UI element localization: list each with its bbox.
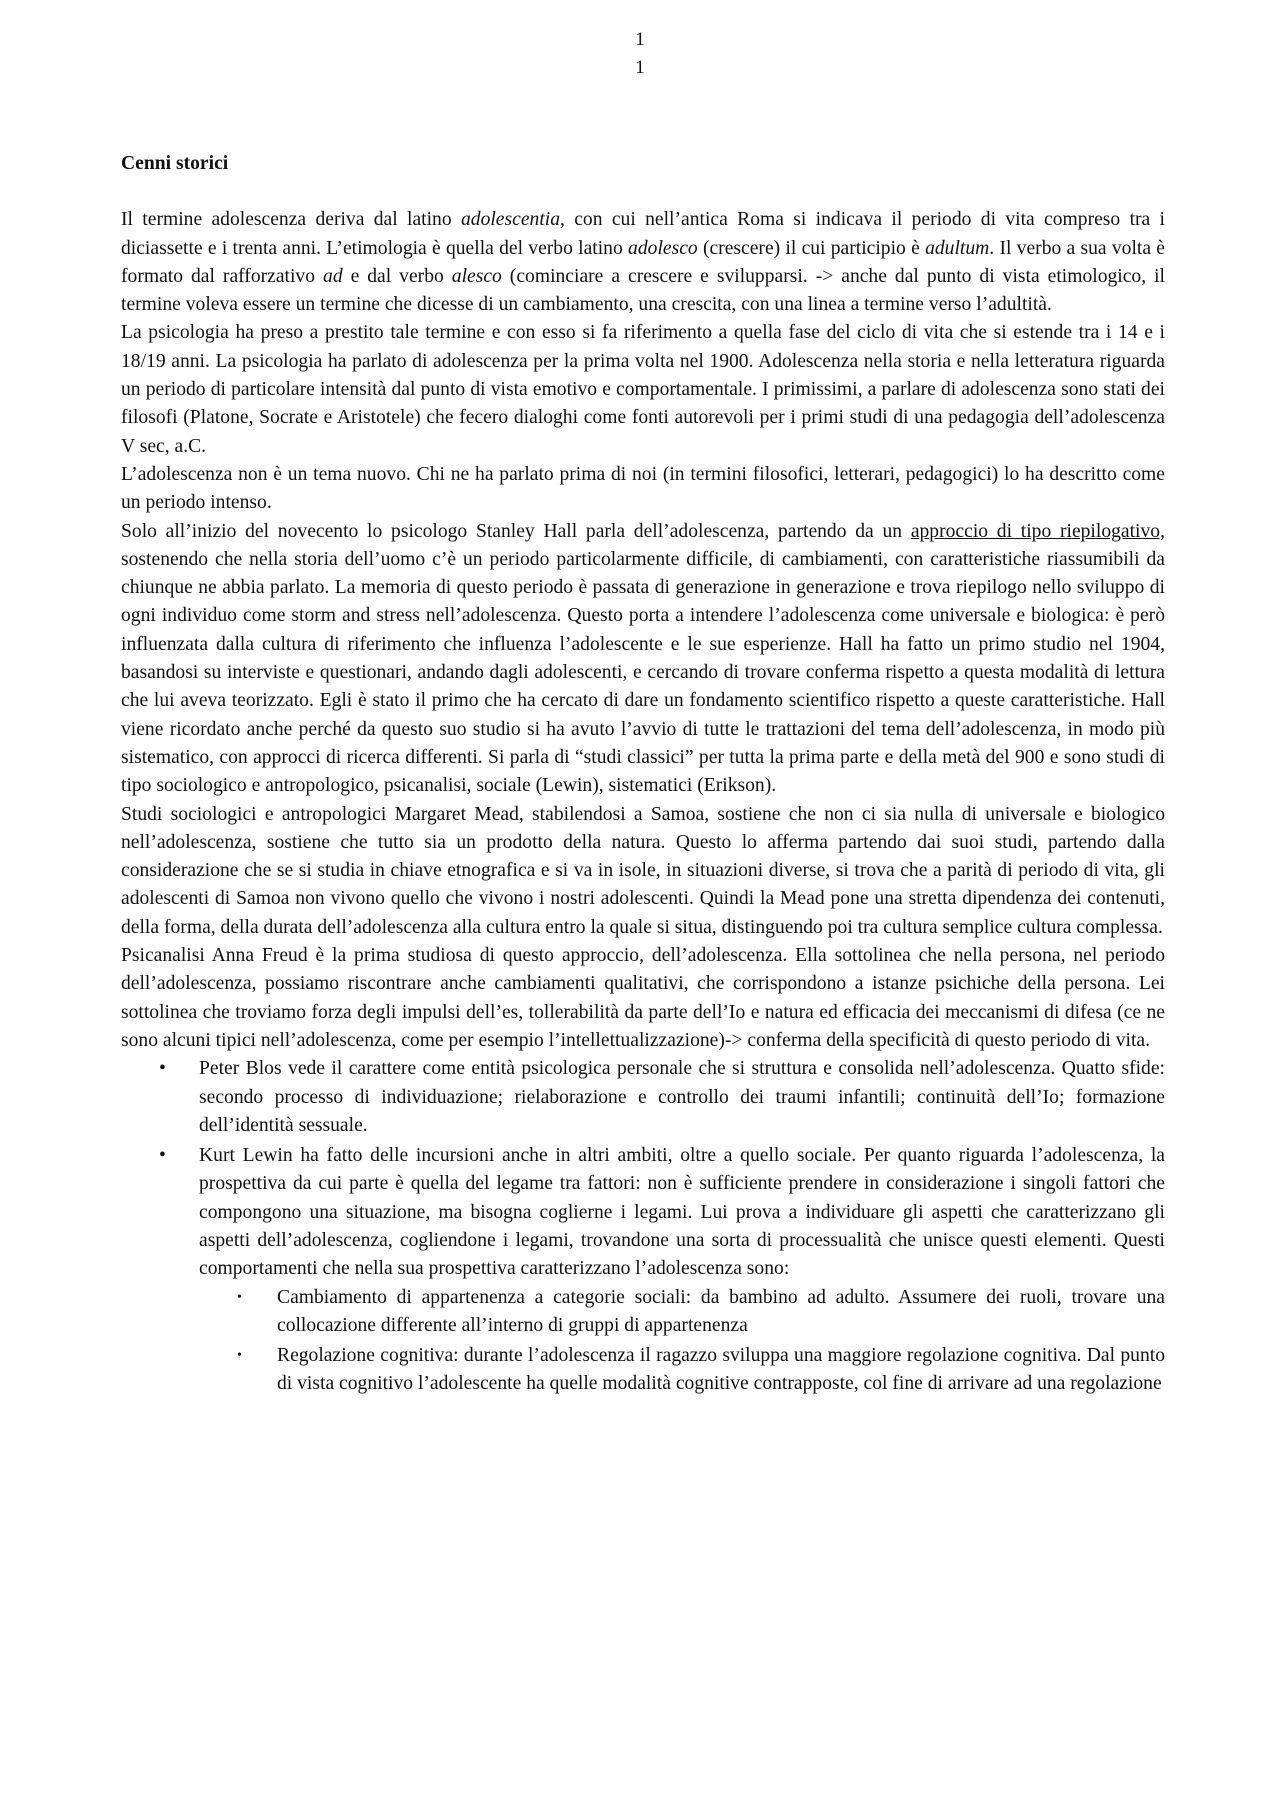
sub-list-item-text: Regolazione cognitiva: durante l’adolescenza il ragazzo sviluppa una maggiore regolazione cognitiva. Dal punto di vista cognitivo l’adolescente ha quelle modalità cognitive contrapposte, col fine di arrivare ad una regolazione (277, 1345, 1165, 1395)
paragraph-margaret-mead: Studi sociologici e antropologici Margaret Mead, stabilendosi a Samoa, sostiene che non ci sia nulla di universale e biologico nell’adolescenza, sostiene che tutto sia un prodotto della natura. Questo lo afferma partendo dai suoi studi, partendo dalla considerazione che se si studia in chiave etnografica e si va in isole, in situazioni diverse, si trova che a parità di periodo di vita, gli adolescenti di Samoa non vivono quello che vivono i nostri adolescenti. Quindi la Mead pone una stretta dipendenza dei contenuti, della forma, della durata dell’adolescenza alla cultura entro la quale si situa, distinguendo poi tra cultura semplice cultura complessa. (121, 803, 1165, 938)
document-body (121, 150, 1165, 1401)
bullet-icon: • (159, 1145, 166, 1167)
underlined-phrase: approccio di tipo riepilogativo, (910, 520, 1165, 542)
latin-term: adolescentia (460, 209, 560, 231)
list-item (121, 1142, 1165, 1399)
latin-term: ad (323, 265, 343, 287)
latin-term: alesco (451, 265, 502, 287)
page-number-top: 1 (635, 29, 645, 50)
latin-term: adultum (925, 237, 990, 259)
bullet-icon: • (237, 1348, 242, 1364)
list-item-text: Peter Blos vede il carattere come entità psicologica personale che si struttura e consolida nell’adolescenza. Quatto sfide: secondo processo di individuazione; rielaborazione e controllo dei traumi infantili; continuità dell’Io; formazione dell’identità sessuale. (199, 1058, 1165, 1136)
section-heading: Cenni storici (121, 153, 229, 174)
list-item-text: Kurt Lewin ha fatto delle incursioni anche in altri ambiti, oltre a quello sociale. Per quanto riguarda l’adolescenza, la prospettiva da cui parte è quella del legame tra fattori: non è sufficiente prendere in considerazione i singoli fattori che compongono una situazione, ma bisogna coglierne i legami. Lui prova a individuare gli aspetti che caratterizzano gli aspetti dell’adolescenza, cogliendone i legami, trovandone una sorta di processualità che unisce questi elementi. Questi comportamenti che nella sua prospettiva caratterizzano l’adolescenza sono: (199, 1145, 1165, 1280)
paragraph-etymology: Il termine adolescenza deriva dal latino adolescentia, con cui nell’antica Roma si indicava il periodo di vita compreso tra i diciassette e i trenta anni. L’etimologia è quella del verbo latino adolesco (crescere) il cui participio è adultum. Il verbo a sua volta è formato dal rafforzativo ad e dal verbo alesco (cominciare a crescere e svilupparsi. -> anche dal punto di vista etimologico, il termine voleva essere un termine che dicesse di un cambiamento, una crescita, con una linea a termine verso l’adultità. (121, 209, 1166, 316)
sub-bullet-list (199, 1284, 1165, 1399)
latin-term: adolesco (628, 237, 698, 259)
sub-list-item (199, 1342, 1165, 1399)
sub-list-item-text: Cambiamento di appartenenza a categorie sociali: da bambino ad adulto. Assumere dei ruoli, trovare una collocazione differente all’interno di gruppi di appartenenza (277, 1286, 1165, 1336)
page-number-header (0, 26, 1280, 82)
list-item (121, 1055, 1165, 1140)
paragraph-psychology: La psicologia ha preso a prestito tale termine e con esso si fa riferimento a quella fase del ciclo di vita che si estende tra i 14 e i 18/19 anni. La psicologia ha parlato di adolescenza per la prima volta nel 1900. Adolescenza nella storia e nella letteratura riguarda un periodo di particolare intensità dal punto di vista emotivo e comportamentale. I primissimi, a parlare di adolescenza sono stati dei filosofi (Platone, Socrate e Aristotele) che fecero dialoghi come fonti autorevoli per i primi studi di una pedagogia dell’adolescenza V sec, a.C. (121, 322, 1165, 457)
paragraph-stanley-hall: Solo all’inizio del novecento lo psicologo Stanley Hall parla dell’adolescenza, partendo da un approccio di tipo riepilogativo, sostenendo che nella storia dell’uomo c’è un periodo particolarmente difficile, di cambiamenti, con caratteristiche riassumibili da chiunque ne abbia parlato. La memoria di questo periodo è passata di generazione in generazione e trova riepilogo nello sviluppo di ogni individuo come storm and stress nell’adolescenza. Questo porta a intendere l’adolescenza come universale e biologica: è però influenzata dalla cultura di riferimento che influenza l’adolescente e le sue esperienze. Hall ha fatto un primo studio nel 1904, basandosi su interviste e questionari, andando dagli adolescenti, e cercando di trovare conferma rispetto a questa modalità di lettura che lui aveva teorizzato. Egli è stato il primo che ha cercato di dare un fondamento scientifico rispetto a queste caratteristiche. Hall viene ricordato anche perché da questo suo studio si ha avuto l’avvio di tutte le trattazioni del tema dell’adolescenza, in modo più sistematico, con approcci di ricerca differenti. Si parla di “studi classici” per tutta la prima parte e della metà del 900 e sono studi di tipo sociologico e antropologico, psicanalisi, sociale (Lewin), sistematici (Erikson). (121, 520, 1165, 797)
bullet-list (121, 1055, 1165, 1399)
page-number-bottom: 1 (635, 57, 645, 78)
bullet-icon: • (237, 1289, 242, 1305)
bullet-icon: • (159, 1058, 166, 1080)
sub-list-item (199, 1284, 1165, 1341)
paragraph-not-new-theme: L’adolescenza non è un tema nuovo. Chi ne ha parlato prima di noi (in termini filosofici, letterari, pedagogici) lo ha descritto come un periodo intenso. (121, 463, 1165, 514)
paragraph-anna-freud: Psicanalisi Anna Freud è la prima studiosa di questo approccio, dell’adolescenza. Ella sottolinea che nella persona, nel periodo dell’adolescenza, possiamo riscontrare anche cambiamenti qualitativi, che corrispondono a istanze psichiche della persona. Lei sottolinea che troviamo forza degli impulsi dell’es, tollerabilità da parte dell’Io e natura ed efficacia dei meccanismi di difesa (ce ne sono alcuni tipici nell’adolescenza, come per esempio l’intellettualizzazione)-> conferma della specificità di questo periodo di vita. (121, 945, 1165, 1051)
